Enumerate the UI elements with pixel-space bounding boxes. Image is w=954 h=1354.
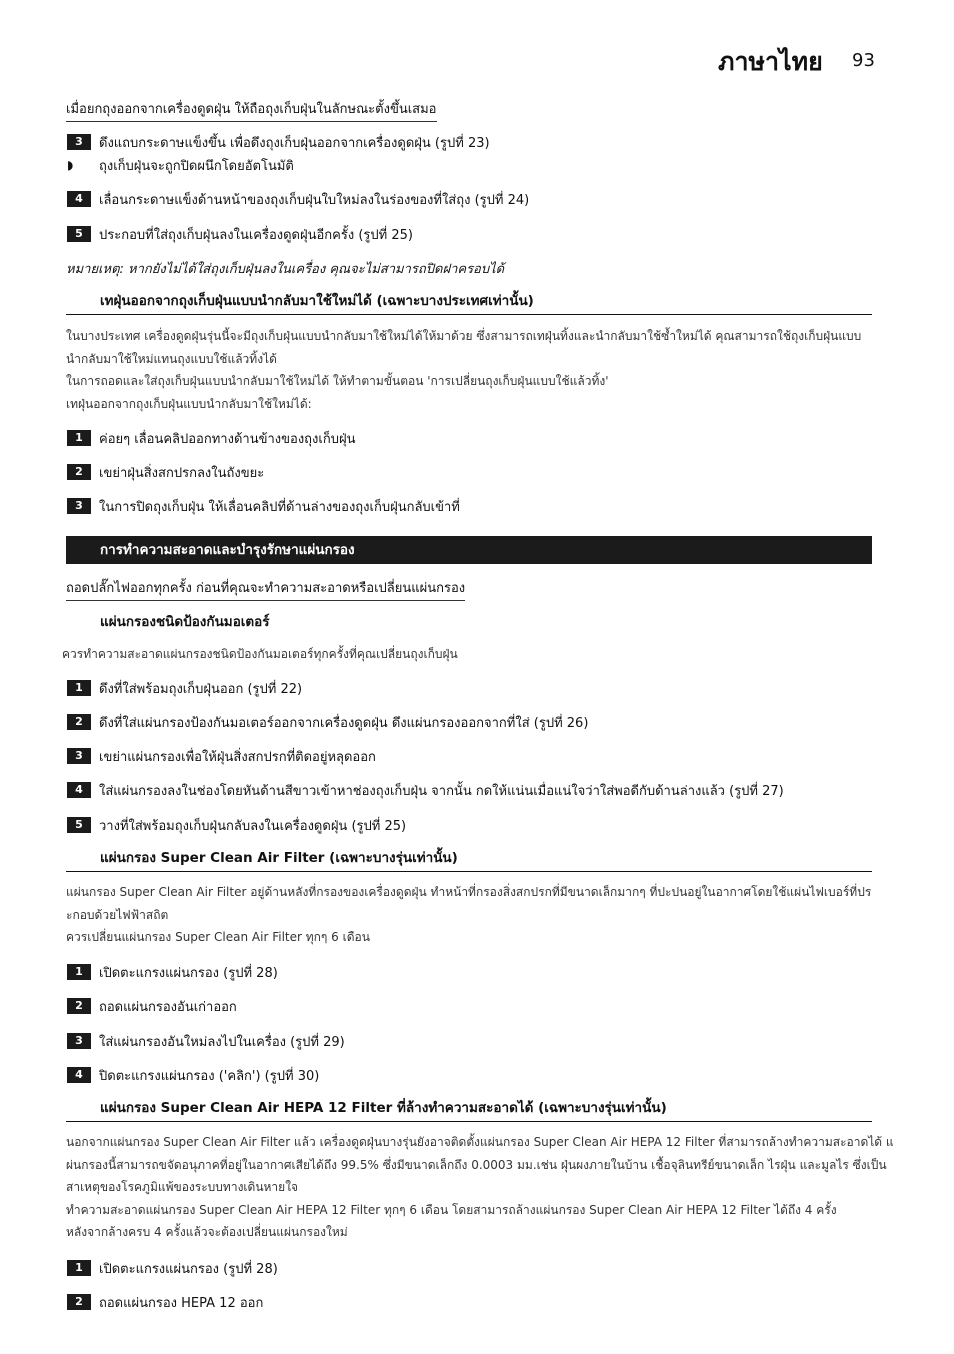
step-number: 2 [67, 714, 91, 730]
step-text: ถอดแผ่นกรอง HEPA 12 ออก [99, 1295, 264, 1311]
step-number: 1 [67, 430, 91, 446]
step-text: ปิดตะแกรงแผ่นกรอง ('คลิก') (รูปที่ 30) [99, 1068, 320, 1084]
super-clean-description [66, 881, 872, 949]
step-item [67, 712, 588, 732]
step-number: 3 [67, 748, 91, 764]
language-title: ภาษาไทย [718, 47, 823, 76]
step-number: 2 [67, 464, 91, 480]
step-number: 2 [67, 1294, 91, 1310]
step-number: 4 [67, 191, 91, 207]
paragraph-line: ผ่นกรองนี้สามารถขจัดอนุภาคที่อยู่ในอากาศเสียได้ถึง 99.5% ซึ่งมีขนาดเล็กถึง 0.0003 มม.เช่น ฝุ่นผงภายในบ้าน เชื้อจุลินทรีย์ขนาดเล็ก ไรฝุ่น และมูลไร ซึ่งเป็น [66, 1157, 887, 1172]
paragraph-line: สาเหตุของโรคภูมิแพ้ของระบบทางเดินหายใจ [66, 1180, 299, 1194]
step-text: ค่อยๆ เลื่อนคลิปออกทางด้านข้างของถุงเก็บฝุ่น [99, 431, 356, 447]
step-text: ในการปิดถุงเก็บฝุ่น ให้เลื่อนคลิปที่ด้านล่างของถุงเก็บฝุ่นกลับเข้าที่ [99, 499, 460, 515]
section-heading-cleaning: การทำความสะอาดและบำรุงรักษาแผ่นกรอง [66, 536, 872, 564]
step-text: เขย่าแผ่นกรองเพื่อให้ฝุ่นสิ่งสกปรกที่ติดอยู่หลุดออก [99, 749, 376, 765]
step-item [67, 428, 355, 448]
step-item [67, 496, 460, 516]
section-heading-reusable-bag: เทฝุ่นออกจากถุงเก็บฝุ่นแบบนำกลับมาใช้ใหม่ได้ (เฉพาะบางประเทศเท่านั้น) [66, 289, 872, 315]
step-number: 4 [67, 1067, 91, 1083]
paragraph-line: ในการถอดและใส่ถุงเก็บฝุ่นแบบนำกลับมาใช้ใหม่ได้ ให้ทำตามขั้นตอน 'การเปลี่ยนถุงเก็บฝุ่นแบบใช้แล้วทิ้ง' [66, 374, 609, 388]
step-item [67, 996, 237, 1016]
reusable-description [66, 325, 872, 415]
step-item [67, 780, 784, 800]
step-item [67, 962, 278, 982]
step-item [67, 224, 413, 244]
paragraph-line: ทำความสะอาดแผ่นกรอง Super Clean Air HEPA 12 Filter ทุกๆ 6 เดือน โดยสามารถล้างแผ่นกรอง Super Clean Air HEPA 12 Filter ได้ถึง 4 ครั้ง [66, 1202, 837, 1217]
step-item [67, 189, 529, 209]
section-heading-super-clean-filter: แผ่นกรอง Super Clean Air Filter (เฉพาะบางรุ่นเท่านั้น) [66, 846, 872, 872]
bag-handling-warning: เมื่อยกถุงออกจากเครื่องดูดฝุ่น ให้ถือถุงเก็บฝุ่นในลักษณะตั้งขึ้นเสมอ [66, 98, 437, 122]
step-number: 3 [67, 498, 91, 514]
step-number: 1 [67, 680, 91, 696]
step-text: ประกอบที่ใส่ถุงเก็บฝุ่นลงในเครื่องดูดฝุ่นอีกครั้ง (รูปที่ 25) [99, 227, 413, 243]
step-item [67, 1031, 345, 1051]
step-text: วางที่ใส่พร้อมถุงเก็บฝุ่นกลับลงในเครื่องดูดฝุ่น (รูปที่ 25) [99, 818, 407, 834]
step-item [67, 678, 302, 698]
step-number: 5 [67, 226, 91, 242]
paragraph-line: ะกอบด้วยไฟฟ้าสถิต [66, 907, 169, 922]
step-text: เลื่อนกระดาษแข็งด้านหน้าของถุงเก็บฝุ่นใบใหม่ลงในร่องของที่ใส่ถุง (รูปที่ 24) [99, 192, 530, 208]
paragraph-line: นอกจากแผ่นกรอง Super Clean Air Filter แล้ว เครื่องดูดฝุ่นบางรุ่นยังอาจติดตั้งแผ่นกรอง Super Clean Air HEPA 12 Filter ที่สามารถล้างทำความสะอาดได้ แ [66, 1135, 894, 1149]
step-number: 3 [67, 134, 91, 150]
step-text: ดึงแถบกระดาษแข็งขึ้น เพื่อดึงถุงเก็บฝุ่นออกจากเครื่องดูดฝุ่น (รูปที่ 23) [99, 135, 490, 151]
step-text: ใส่แผ่นกรองอันใหม่ลงไปในเครื่อง (รูปที่ 29) [99, 1034, 345, 1050]
step-text: ดึงที่ใส่พร้อมถุงเก็บฝุ่นออก (รูปที่ 22) [99, 681, 303, 697]
result-item [67, 155, 294, 175]
step-text: เขย่าฝุ่นสิ่งสกปรกลงในถังขยะ [99, 465, 265, 481]
step-number: 5 [67, 817, 91, 833]
step-item [67, 1292, 263, 1312]
step-item [67, 132, 490, 152]
paragraph-line: เทฝุ่นออกจากถุงเก็บฝุ่นแบบนำกลับมาใช้ใหม่ได้: [66, 396, 312, 411]
step-text: ถอดแผ่นกรองอันเก่าออก [99, 999, 237, 1015]
step-number: 4 [67, 782, 91, 798]
motor-filter-description [62, 643, 868, 666]
unplug-warning: ถอดปลั๊กไฟออกทุกครั้ง ก่อนที่คุณจะทำความสะอาดหรือเปลี่ยนแผ่นกรอง [66, 577, 465, 601]
step-text: ดึงที่ใส่แผ่นกรองป้องกันมอเตอร์ออกจากเครื่องดูดฝุ่น ดึงแผ่นกรองออกจากที่ใส่ (รูปที่ 26) [99, 715, 589, 731]
step-number: 3 [67, 1033, 91, 1049]
step-text: เปิดตะแกรงแผ่นกรอง (รูปที่ 28) [99, 965, 278, 981]
step-text: ใส่แผ่นกรองลงในช่องโดยหันด้านสีขาวเข้าหาช่องถุงเก็บฝุ่น จากนั้น กดให้แน่นเมื่อแน่ใจว่าใส่พอดีกับด้านล่างแล้ว (รูปที่ 27) [99, 783, 784, 799]
paragraph-line: ควรเปลี่ยนแผ่นกรอง Super Clean Air Filter ทุกๆ 6 เดือน [66, 930, 370, 944]
section-heading-hepa-filter: แผ่นกรอง Super Clean Air HEPA 12 Filter ที่ล้างทำความสะอาดได้ (เฉพาะบางรุ่นเท่านั้น) [66, 1096, 872, 1122]
subheading-motor-filter: แผ่นกรองชนิดป้องกันมอเตอร์ [100, 614, 270, 630]
paragraph-line: ควรทำความสะอาดแผ่นกรองชนิดป้องกันมอเตอร์ทุกครั้งที่คุณเปลี่ยนถุงเก็บฝุ่น [62, 647, 458, 661]
page-number: 93 [852, 50, 875, 71]
paragraph-line: นำกลับมาใช้ใหม่แทนถุงแบบใช้แล้วทิ้งได้ [66, 351, 277, 366]
paragraph-line: ในบางประเทศ เครื่องดูดฝุ่นรุ่นนี้จะมีถุงเก็บฝุ่นแบบนำกลับมาใช้ใหม่ได้ให้มาด้วย ซึ่งสามารถเทฝุ่นทิ้งและนำกลับมาใช้ซ้ำใหม่ได้ คุณสามารถใช้ถุงเก็บฝุ่นแบบ [66, 329, 862, 343]
step-text: เปิดตะแกรงแผ่นกรอง (รูปที่ 28) [99, 1261, 278, 1277]
step-item [67, 462, 264, 482]
result-text: ถุงเก็บฝุ่นจะถูกปิดผนึกโดยอัตโนมัติ [99, 158, 294, 174]
result-bullet-icon: ◗ [67, 158, 74, 172]
step-number: 1 [67, 1260, 91, 1276]
paragraph-line: แผ่นกรอง Super Clean Air Filter อยู่ด้านหลังที่กรองของเครื่องดูดฝุ่น ทำหน้าที่กรองสิ่งสกปรกที่มีขนาดเล็กมากๆ ที่ปะปนอยู่ในอากาศโดยใช้แผ่นไฟเบอร์ที่ปร [66, 885, 872, 899]
paragraph-line: หลังจากล้างครบ 4 ครั้งแล้วจะต้องเปลี่ยนแผ่นกรองใหม่ [66, 1225, 348, 1239]
step-item [67, 1065, 319, 1085]
bag-note: หมายเหตุ: หากยังไม่ได้ใส่ถุงเก็บฝุ่นลงในเครื่อง คุณจะไม่สามารถปิดฝาครอบได้ [66, 262, 505, 277]
step-item [67, 815, 406, 835]
hepa-description [66, 1131, 894, 1244]
step-number: 1 [67, 964, 91, 980]
step-item [67, 746, 376, 766]
step-number: 2 [67, 998, 91, 1014]
step-item [67, 1258, 278, 1278]
